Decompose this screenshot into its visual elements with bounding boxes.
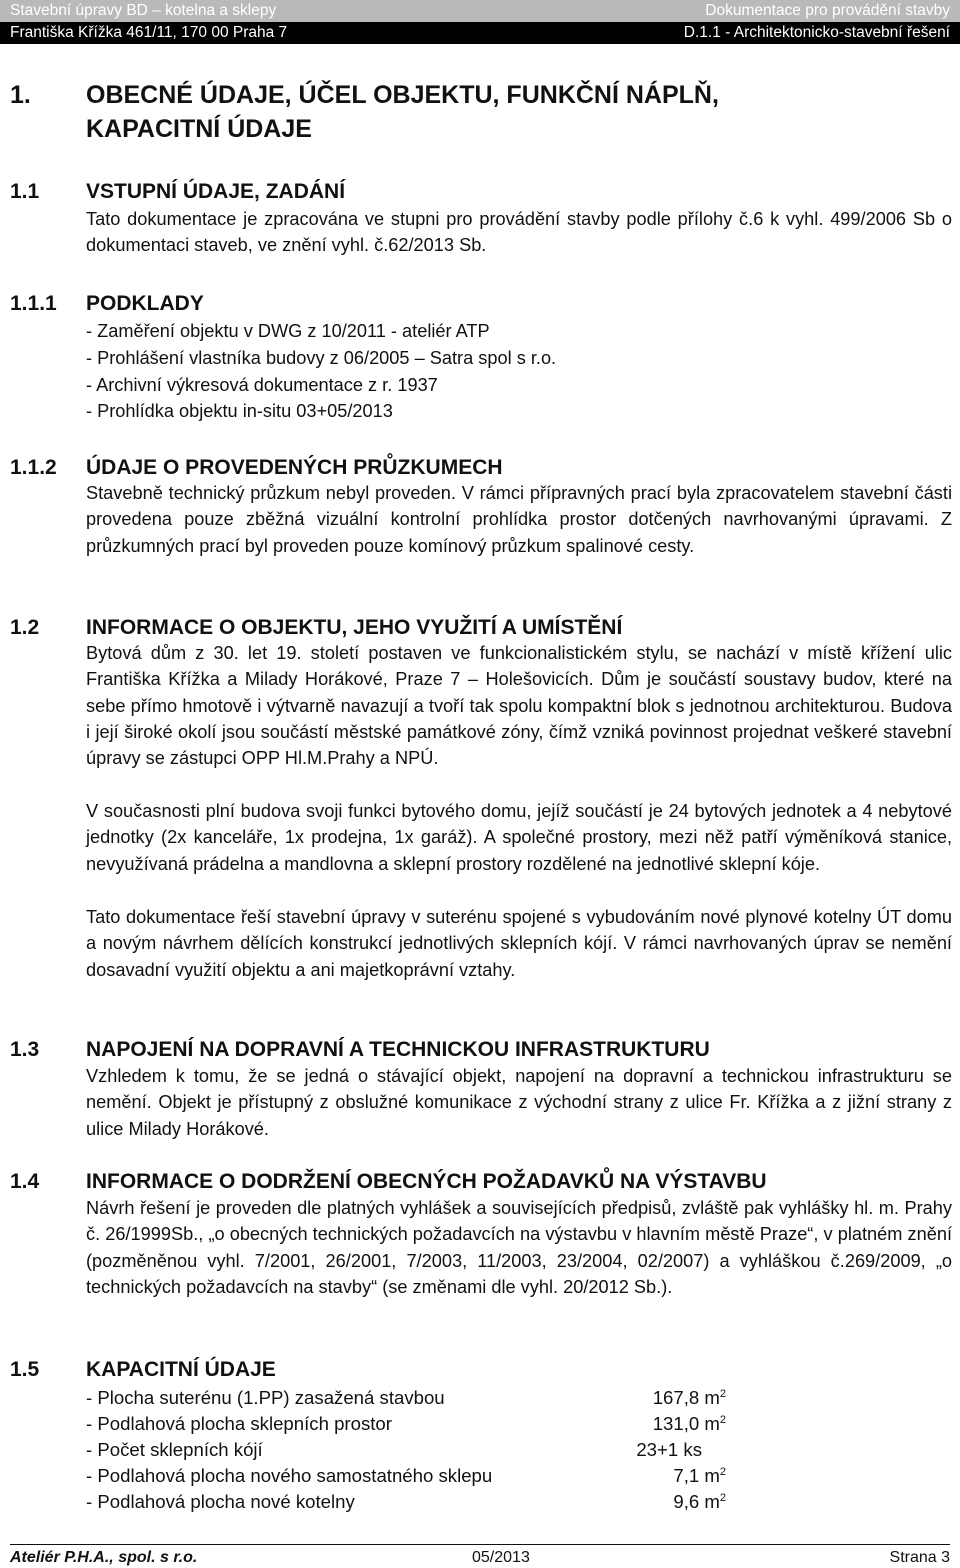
section-1-4-title: INFORMACE O DODRŽENÍ OBECNÝCH POŽADAVKŮ NA VÝSTAVBU bbox=[86, 1170, 767, 1193]
section-1-3-number: 1.3 bbox=[10, 1038, 40, 1061]
section-1-2-paragraph-1: Bytová dům z 30. let 19. století postaven ve funkcionalistickém stylu, se nachází v místě křížení ulic Františka Křížka a Milady Horákové, Praze 7 – Holešovicích. Dům je součástí soustavy budov, které na sebe přímo hmotově i výtvarně navazují a tvoří tak spolu kompaktní blok s jednotnou architekturou. Budova i její široké okolí jsou součástí městské památkové zóny, čímž vzniká povinnost projednat veškeré stavební úpravy se zástupci OPP Hl.M.Prahy a NPÚ. bbox=[86, 643, 952, 769]
footer-company: Ateliér P.H.A., spol. s r.o. bbox=[10, 1549, 198, 1566]
header-bottom-bar bbox=[0, 22, 960, 44]
header-top-bar bbox=[0, 0, 960, 22]
capacity-value: 7,1 $m^2$ bbox=[673, 1465, 726, 1486]
section-1-2-paragraph-2: V současnosti plní budova svoji funkci bytového domu, jejíž součástí je 24 bytových jednotek a 4 nebytové jednotky (2x kanceláře, 1x prodejna, 1x garáž). A společné prostory, mezi něž patří výměníková stanice, nevyužívaná prádelna a mandlovna a sklepní prostory rozdělené na jednotlivé sklepní kóje. bbox=[86, 801, 952, 874]
header-project-title: Stavební úpravy BD – kotelna a sklepy bbox=[10, 2, 277, 19]
capacity-row bbox=[86, 1437, 726, 1463]
section-1-1-text: Tato dokumentace je zpracována ve stupni pro provádění stavby podle přílohy č.6 k vyhl. 499/2006 Sb o dokumentaci staveb, ve znění vyhl. č.62/2013 Sb. bbox=[86, 209, 952, 256]
section-1-1-number: 1.1 bbox=[10, 180, 40, 203]
section-1-1-2-title: ÚDAJE O PROVEDENÝCH PRŮZKUMECH bbox=[86, 456, 503, 479]
capacity-row bbox=[86, 1489, 726, 1515]
footer-page-number: Strana 3 bbox=[889, 1549, 950, 1566]
capacity-value: 131,0 $m^2$ bbox=[652, 1413, 726, 1434]
capacity-value: 167,8 $m^2$ bbox=[652, 1387, 726, 1408]
capacity-label: - Plocha suterénu (1.PP) zasažená stavbou bbox=[86, 1387, 445, 1408]
podklady-item: - Prohlášení vlastníka budovy z 06/2005 – Satra spol s r.o. bbox=[86, 348, 557, 368]
section-1-1-2-number: 1.1.2 bbox=[10, 456, 57, 479]
section-1-1-2-text: Stavebně technický průzkum nebyl proveden. V rámci přípravných prací byla zpracovatelem stavební části provedena pouze zběžná vizuální kontrolní prohlídka prostor dotčených navrhovanými úpravami. Z průzkumných prací byl proveden pouze komínový průzkum spalinové cesty. bbox=[86, 483, 952, 556]
capacity-label: - Podlahová plocha nového samostatného sklepu bbox=[86, 1465, 493, 1486]
section-1-title-line1: OBECNÉ ÚDAJE, ÚČEL OBJEKTU, FUNKČNÍ NÁPLŇ, bbox=[86, 81, 719, 109]
capacity-label: - Počet sklepních kójí bbox=[86, 1439, 263, 1460]
section-1-2-title: INFORMACE O OBJEKTU, JEHO VYUŽITÍ A UMÍSTĚNÍ bbox=[86, 616, 623, 639]
section-1-1-1-title: PODKLADY bbox=[86, 292, 204, 315]
section-1-2-paragraph-3: Tato dokumentace řeší stavební úpravy v suterénu spojené s vybudováním nové plynové kotelny ÚT domu a novým návrhem dělících konstrukcí jednotlivých sklepních kójí. V rámci navrhovaných úprav se nemění dosavadní využití objektu a ani majetkoprávní vztahy. bbox=[86, 907, 952, 980]
capacity-label: - Podlahová plocha nové kotelny bbox=[86, 1491, 355, 1512]
podklady-item: - Archivní výkresová dokumentace z r. 1937 bbox=[86, 375, 438, 395]
capacity-row bbox=[86, 1463, 726, 1489]
section-1-1-1-number: 1.1.1 bbox=[10, 292, 57, 315]
header-section: D.1.1 - Architektonicko-stavební řešení bbox=[683, 24, 950, 41]
header-document-type: Dokumentace pro provádění stavby bbox=[705, 2, 950, 19]
section-1-3-title: NAPOJENÍ NA DOPRAVNÍ A TECHNICKOU INFRASTRUKTURU bbox=[86, 1038, 710, 1061]
capacity-value: 23+1 ks bbox=[636, 1439, 702, 1460]
section-1-1-title: VSTUPNÍ ÚDAJE, ZADÁNÍ bbox=[86, 180, 346, 203]
section-1-4-text: Návrh řešení je proveden dle platných vyhlášek a souvisejících předpisů, zvláště pak vyhlášky hl. m. Prahy č. 26/1999Sb., „o obecných technických požadavcích na výstavbu v hlavním městě Praze“, v platném znění (pozměněnou vyhl. 7/2001, 26/2001, 7/2003, 11/2003, 23/2004, 02/2007) a vyhláškou č.269/2009, „o technických požadavcích na stavby“ (se změnami dle vyhl. 20/2012 Sb.). bbox=[86, 1198, 952, 1297]
section-1-title-line2: KAPACITNÍ ÚDAJE bbox=[86, 115, 312, 143]
section-1-5-title: KAPACITNÍ ÚDAJE bbox=[86, 1358, 276, 1381]
capacity-value: 9,6 $m^2$ bbox=[673, 1491, 726, 1512]
capacity-row bbox=[86, 1411, 726, 1437]
section-1-4-number: 1.4 bbox=[10, 1170, 40, 1193]
podklady-item: - Prohlídka objektu in-situ 03+05/2013 bbox=[86, 401, 393, 421]
header-address: Františka Křížka 461/11, 170 00 Praha 7 bbox=[10, 24, 288, 41]
podklady-item: - Zaměření objektu v DWG z 10/2011 - ateliér ATP bbox=[86, 321, 490, 341]
section-1-number: 1. bbox=[10, 81, 31, 109]
section-1-5-number: 1.5 bbox=[10, 1358, 40, 1381]
footer-date: 05/2013 bbox=[472, 1549, 530, 1566]
section-1-2-number: 1.2 bbox=[10, 616, 40, 639]
capacity-label: - Podlahová plocha sklepních prostor bbox=[86, 1413, 392, 1434]
capacity-row bbox=[86, 1385, 726, 1411]
footer-divider bbox=[10, 1544, 950, 1545]
section-1-3-text: Vzhledem k tomu, že se jedná o stávající objekt, napojení na dopravní a technickou infrastrukturu se nemění. Objekt je přístupný z obslužné komunikace z východní strany z ulice Fr. Křížka a z jižní strany z ulice Milady Horákové. bbox=[86, 1066, 952, 1139]
